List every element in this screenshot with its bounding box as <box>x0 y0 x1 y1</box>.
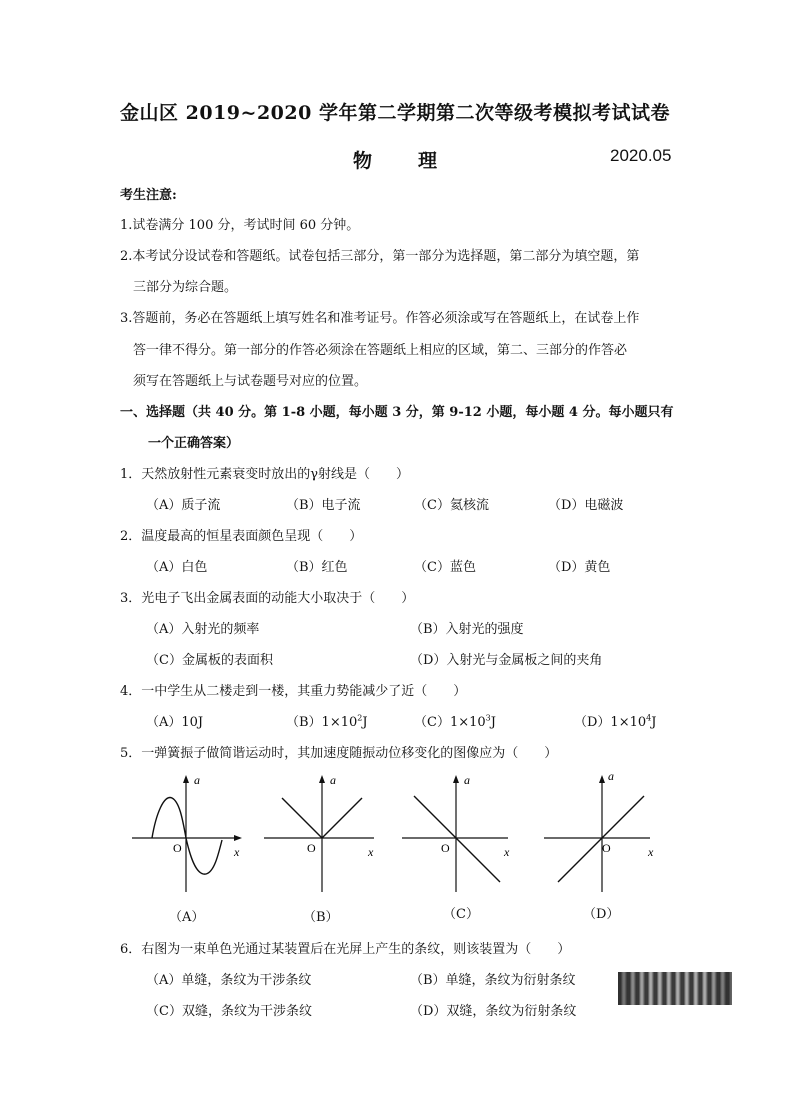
graph-d-x-label: x <box>648 845 654 859</box>
exam-date: 2020.05 <box>610 146 672 165</box>
question-2-option-b: （B）红色 <box>286 560 348 575</box>
graph-d-y-label: a <box>608 770 614 783</box>
graph-a-origin: O <box>173 841 182 855</box>
graph-a-label: （A） <box>169 910 205 925</box>
section-1-heading-line-1: 一、选择题（共 40 分。第 1-8 小题，每小题 3 分，第 9-12 小题，每小题 4 分。每小题只有 <box>120 405 674 420</box>
section-1-heading-line-2: 一个正确答案） <box>148 436 240 451</box>
question-3-option-b: （B）入射光的强度 <box>410 622 524 637</box>
question-4-option-b: $(B)1\times 10^2J$ <box>286 713 368 730</box>
graph-d-line <box>558 796 644 882</box>
graph-a <box>130 770 250 895</box>
graph-b-x-label: x <box>368 845 374 859</box>
graph-a-y-arrow <box>183 775 189 783</box>
notice-heading: 考生注意: <box>120 188 177 203</box>
notice-item-3-line-3: 须写在答题纸上与试卷题号对应的位置。 <box>133 374 368 389</box>
question-3-option-c: （C）金属板的表面积 <box>146 653 273 668</box>
graph-c-origin: O <box>441 841 450 855</box>
graph-b-label: （B） <box>303 910 339 925</box>
graph-d-origin: O <box>602 841 611 855</box>
question-6-option-b: （B）单缝，条纹为衍射条纹 <box>410 973 576 988</box>
graph-c-y-label: a <box>464 773 470 787</box>
graph-b-right-line <box>322 798 362 838</box>
question-1-option-d: （D）电磁波 <box>548 498 624 513</box>
question-6-option-d: （D）双缝，条纹为衍射条纹 <box>410 1004 577 1019</box>
notice-item-3-line-1: 3.答题前，务必在答题纸上填写姓名和准考证号。作答必须涂或写在答题纸上，在试卷上作 <box>120 311 640 326</box>
fringe-pattern-image <box>618 972 732 1005</box>
graph-c <box>400 770 525 895</box>
question-4-stem: 4．一中学生从二楼走到一楼，其重力势能减少了近（ ） <box>120 684 467 699</box>
graph-b-y-arrow <box>319 775 325 783</box>
graph-b-left-line <box>282 798 322 838</box>
question-2-option-c: （C）蓝色 <box>414 560 476 575</box>
question-6-stem: 6．右图为一束单色光通过某装置后在光屏上产生的条纹，则该装置为（ ） <box>120 942 571 957</box>
graph-d-label: （D） <box>583 907 620 922</box>
question-3-stem: 3．光电子飞出金属表面的动能大小取决于（ ） <box>120 591 415 606</box>
graph-b-origin: O <box>307 841 316 855</box>
subject-char-2: 理 <box>418 150 438 172</box>
graph-c-x-label: x <box>504 845 510 859</box>
question-2-option-d: （D）黄色 <box>548 560 611 575</box>
notice-item-1: 1.试卷满分 100 分，考试时间 60 分钟。 <box>120 218 360 233</box>
exam-title: 金山区 2019~2020 学年第二学期第二次等级考模拟考试试卷 <box>120 102 670 124</box>
graph-d-y-arrow <box>599 775 605 783</box>
subject-name <box>0 146 790 173</box>
question-4-option-a: （A）10J <box>146 715 204 730</box>
question-2-option-a: （A）白色 <box>146 560 208 575</box>
graph-c-y-arrow <box>453 775 459 783</box>
question-1-option-a: （A）质子流 <box>146 498 221 513</box>
question-1-option-c: （C）氦核流 <box>414 498 489 513</box>
question-6-option-a: （A）单缝，条纹为干涉条纹 <box>146 973 312 988</box>
graph-c-line <box>414 796 500 882</box>
graph-a-y-label: a <box>194 773 200 787</box>
graph-a-x-label: x <box>234 845 240 859</box>
graph-c-label: （C） <box>443 907 479 922</box>
question-2-stem: 2．温度最高的恒星表面颜色呈现（ ） <box>120 529 363 544</box>
graph-a-curve <box>152 797 222 874</box>
question-4-option-c: $(C)1\times 10^3J$ <box>414 713 496 730</box>
question-1-stem: 1．天然放射性元素衰变时放出的γ射线是（ ） <box>120 467 410 482</box>
graph-b-y-label: a <box>330 773 336 787</box>
notice-item-2-line-1: 2.本考试分设试卷和答题纸。试卷包括三部分，第一部分为选择题，第二部分为填空题，第 <box>120 249 640 264</box>
question-1-option-b: （B）电子流 <box>286 498 361 513</box>
subject-char-1: 物 <box>352 150 372 172</box>
question-4-option-d: $(D)1\times 10^4J$ <box>574 713 657 730</box>
question-3-option-a: （A）入射光的频率 <box>146 622 260 637</box>
notice-item-2-line-2: 三部分为综合题。 <box>133 280 238 295</box>
question-3-option-d: （D）入射光与金属板之间的夹角 <box>410 653 603 668</box>
question-5-stem: 5．一弹簧振子做简谐运动时，其加速度随振动位移变化的图像应为（ ） <box>120 746 558 761</box>
notice-item-3-line-2: 答一律不得分。第一部分的作答必须涂在答题纸上相应的区域，第二、三部分的作答必 <box>133 343 628 358</box>
question-6-option-c: （C）双缝，条纹为干涉条纹 <box>146 1004 312 1019</box>
graph-a-x-arrow <box>234 835 242 841</box>
graph-b <box>262 770 387 895</box>
graph-d <box>542 770 667 895</box>
